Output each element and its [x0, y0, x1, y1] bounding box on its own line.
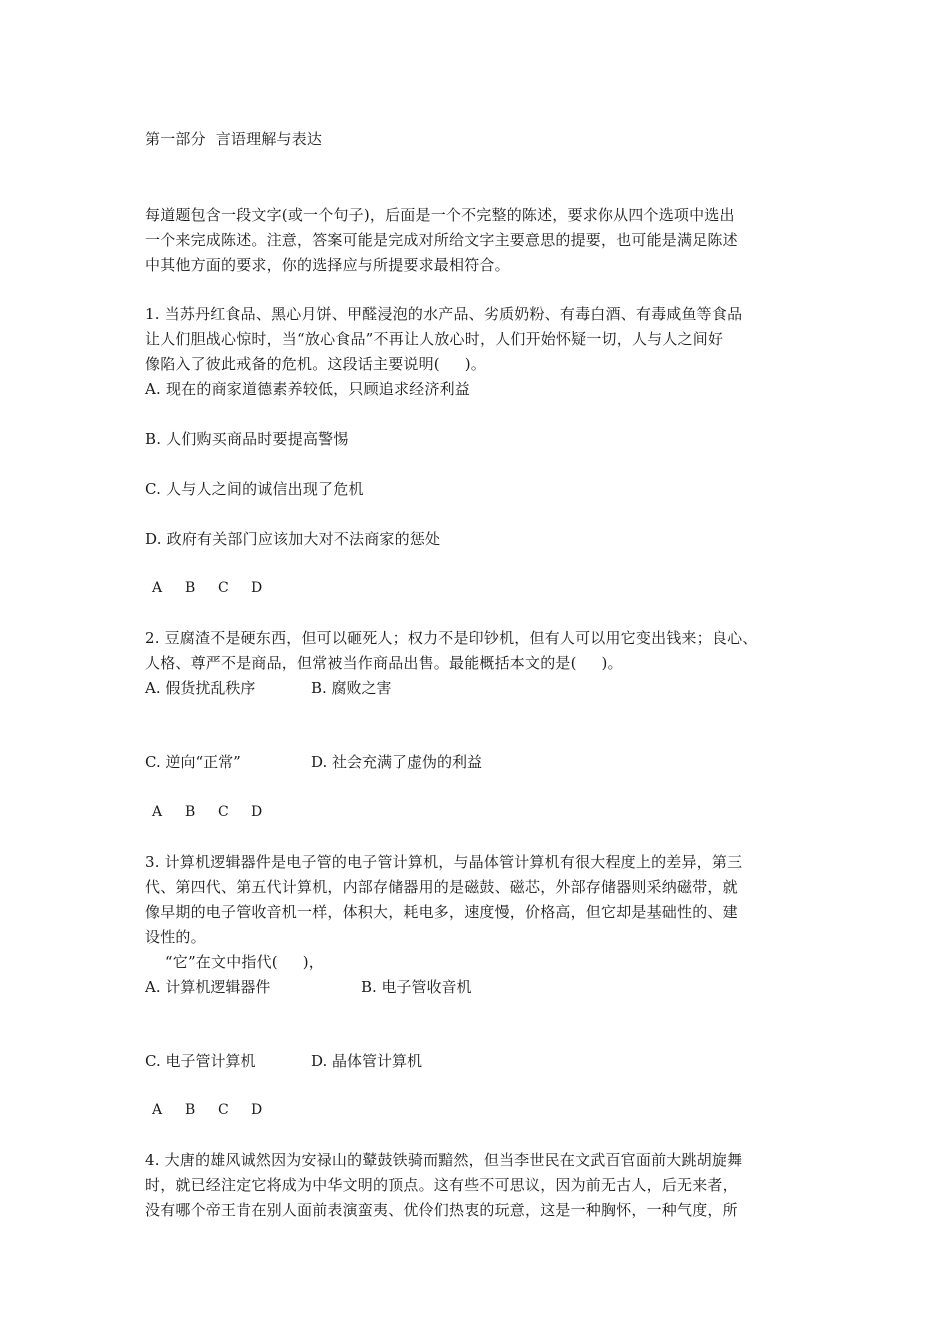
- q1-option-a: A. 现在的商家道德素养较低，只顾追求经济利益: [145, 380, 470, 398]
- q1-choice-a[interactable]: A: [152, 580, 163, 596]
- q3-stem-line: “它”在文中指代( )，: [145, 953, 324, 971]
- q2-option-a: A. 假货扰乱秩序: [145, 679, 256, 697]
- q1-option-d: D. 政府有关部门应该加大对不法商家的惩处: [145, 530, 441, 548]
- q2-choice-a[interactable]: A: [152, 804, 163, 820]
- q3-stem-line: 3. 计算机逻辑器件是电子管的电子管计算机，与晶体管计算机有很大程度上的差异，第三: [145, 853, 743, 871]
- instructions-line: 每道题包含一段文字(或一个句子)，后面是一个不完整的陈述，要求你从四个选项中选出: [145, 206, 735, 224]
- q2-stem-line: 人格、尊严不是商品，但常被当作商品出售。最能概括本文的是( )。: [145, 654, 623, 672]
- q1-stem-line: 让人们胆战心惊时，当“放心食品”不再让人放心时，人们开始怀疑一切，人与人之间好: [145, 330, 724, 348]
- q1-option-b: B. 人们购买商品时要提高警惕: [145, 430, 349, 448]
- section-title: 第一部分 言语理解与表达: [145, 130, 323, 148]
- q2-choice-b[interactable]: B: [185, 804, 196, 820]
- q3-answer-choices: [152, 1100, 284, 1120]
- q1-choice-d[interactable]: D: [251, 580, 263, 596]
- q4-stem-line: 4. 大唐的雄风诚然因为安禄山的鼙鼓铁骑而黯然，但当李世民在文武百官面前大跳胡旋舞: [145, 1151, 743, 1169]
- q1-stem-line: 像陷入了彼此戒备的危机。这段话主要说明( )。: [145, 355, 486, 373]
- q3-choice-d[interactable]: D: [251, 1102, 263, 1118]
- q3-stem-line: 代、第四代、第五代计算机，内部存储器用的是磁鼓、磁芯，外部存储器则采纳磁带，就: [145, 878, 738, 896]
- q3-choice-b[interactable]: B: [185, 1102, 196, 1118]
- q3-option-d: D. 晶体管计算机: [311, 1052, 423, 1070]
- q3-option-c: C. 电子管计算机: [145, 1052, 256, 1070]
- instructions-line: 一个来完成陈述。注意，答案可能是完成对所给文字主要意思的提要，也可能是满足陈述: [145, 231, 738, 249]
- q1-stem-line: 1. 当苏丹红食品、黑心月饼、甲醛浸泡的水产品、劣质奶粉、有毒白酒、有毒咸鱼等食品: [145, 305, 743, 323]
- q2-choice-d[interactable]: D: [251, 804, 263, 820]
- q3-option-b: B. 电子管收音机: [361, 978, 472, 996]
- q2-stem-line: 2. 豆腐渣不是硬东西，但可以砸死人；权力不是印钞机，但有人可以用它变出钱来；良心、: [145, 629, 758, 647]
- q4-stem-line: 没有哪个帝王肯在别人面前表演蛮夷、优伶们热衷的玩意，这是一种胸怀，一种气度，所: [145, 1201, 738, 1219]
- q3-stem-line: 像早期的电子管收音机一样，体积大，耗电多，速度慢，价格高，但它却是基础性的、建: [145, 903, 738, 921]
- q3-choice-a[interactable]: A: [152, 1102, 163, 1118]
- q1-choice-c[interactable]: C: [218, 580, 229, 596]
- q2-option-d: D. 社会充满了虚伪的利益: [311, 753, 483, 771]
- q1-choice-b[interactable]: B: [185, 580, 196, 596]
- q2-option-b: B. 腐败之害: [311, 679, 392, 697]
- q2-option-c: C. 逆向“正常”: [145, 753, 241, 771]
- q2-choice-c[interactable]: C: [218, 804, 229, 820]
- q4-stem-line: 时，就已经注定它将成为中华文明的顶点。这有些不可思议，因为前无古人，后无来者，: [145, 1176, 738, 1194]
- q1-answer-choices: [152, 578, 284, 598]
- q3-choice-c[interactable]: C: [218, 1102, 229, 1118]
- q1-option-c: C. 人与人之间的诚信出现了危机: [145, 480, 364, 498]
- instructions-line: 中其他方面的要求，你的选择应与所提要求最相符合。: [145, 256, 510, 274]
- q3-option-a: A. 计算机逻辑器件: [145, 978, 271, 996]
- q3-stem-line: 设性的。: [145, 928, 206, 946]
- q2-answer-choices: [152, 802, 284, 822]
